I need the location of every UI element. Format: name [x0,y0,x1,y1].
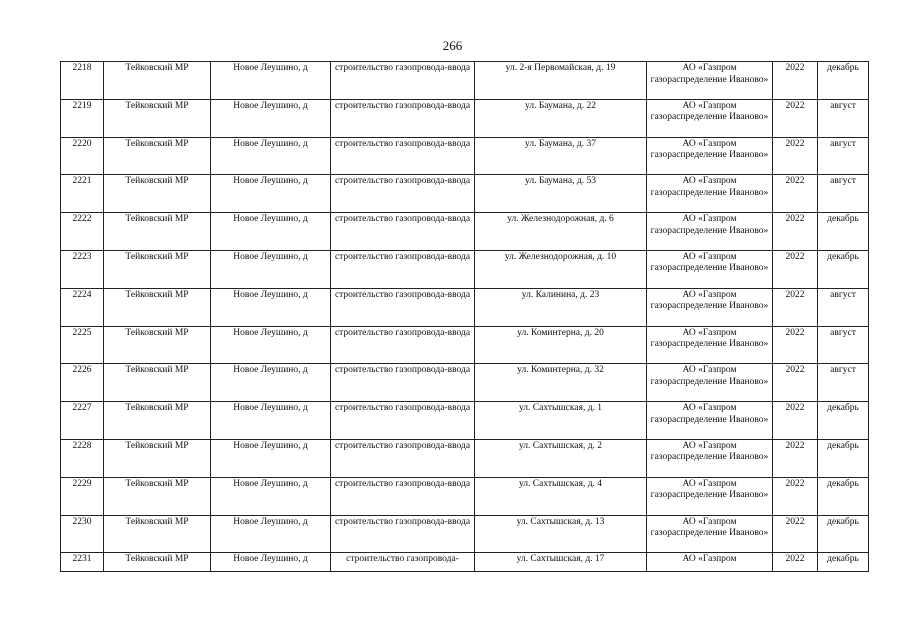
organization-cell: АО «Газпром газораспределение Иваново» [647,402,773,440]
table-row [61,326,869,364]
month-cell: декабрь [818,477,869,515]
work-type-cell: строительство газопровода-ввода [331,439,475,477]
settlement-cell: Новое Леушино, д [211,250,331,288]
district-cell: Тейковский МР [104,477,211,515]
work-type-cell: строительство газопровода-ввода [331,250,475,288]
row-number-cell: 2220 [61,137,104,175]
address-cell: ул. Сахтышская, д. 1 [475,402,647,440]
table-row [61,62,869,100]
row-number-cell: 2227 [61,402,104,440]
district-cell: Тейковский МР [104,326,211,364]
settlement-cell: Новое Леушино, д [211,364,331,402]
work-type-cell: строительство газопровода-ввода [331,515,475,553]
table-body [61,62,869,572]
settlement-cell: Новое Леушино, д [211,553,331,572]
work-type-cell: строительство газопровода-ввода [331,62,475,100]
year-cell: 2022 [773,553,818,572]
address-cell: ул. Железнодорожная, д. 6 [475,213,647,251]
row-number-cell: 2224 [61,288,104,326]
row-number-cell: 2226 [61,364,104,402]
organization-cell: АО «Газпром газораспределение Иваново» [647,137,773,175]
month-cell: декабрь [818,439,869,477]
address-cell: ул. Сахтышская, д. 4 [475,477,647,515]
row-number-cell: 2222 [61,213,104,251]
table-row [61,288,869,326]
year-cell: 2022 [773,250,818,288]
address-cell: ул. Баумана, д. 37 [475,137,647,175]
year-cell: 2022 [773,62,818,100]
month-cell: декабрь [818,553,869,572]
address-cell: ул. Баумана, д. 22 [475,99,647,137]
settlement-cell: Новое Леушино, д [211,439,331,477]
district-cell: Тейковский МР [104,553,211,572]
district-cell: Тейковский МР [104,515,211,553]
month-cell: август [818,175,869,213]
settlement-cell: Новое Леушино, д [211,402,331,440]
district-cell: Тейковский МР [104,364,211,402]
work-type-cell: строительство газопровода-ввода [331,477,475,515]
year-cell: 2022 [773,364,818,402]
table-row [61,477,869,515]
address-cell: ул. Баумана, д. 53 [475,175,647,213]
year-cell: 2022 [773,326,818,364]
settlement-cell: Новое Леушино, д [211,326,331,364]
district-cell: Тейковский МР [104,402,211,440]
organization-cell: АО «Газпром газораспределение Иваново» [647,99,773,137]
district-cell: Тейковский МР [104,62,211,100]
year-cell: 2022 [773,515,818,553]
work-type-cell: строительство газопровода-ввода [331,402,475,440]
table-row [61,99,869,137]
settlement-cell: Новое Леушино, д [211,137,331,175]
month-cell: август [818,326,869,364]
address-cell: ул. Сахтышская, д. 13 [475,515,647,553]
organization-cell: АО «Газпром газораспределение Иваново» [647,175,773,213]
row-number-cell: 2218 [61,62,104,100]
row-number-cell: 2228 [61,439,104,477]
organization-cell: АО «Газпром газораспределение Иваново» [647,515,773,553]
year-cell: 2022 [773,175,818,213]
year-cell: 2022 [773,477,818,515]
year-cell: 2022 [773,439,818,477]
month-cell: август [818,288,869,326]
address-cell: ул. Коминтерна, д. 20 [475,326,647,364]
table-row [61,250,869,288]
year-cell: 2022 [773,402,818,440]
settlement-cell: Новое Леушино, д [211,288,331,326]
year-cell: 2022 [773,288,818,326]
district-cell: Тейковский МР [104,137,211,175]
organization-cell: АО «Газпром газораспределение Иваново» [647,439,773,477]
work-type-cell: строительство газопровода-ввода [331,175,475,213]
month-cell: декабрь [818,402,869,440]
address-cell: ул. Калинина, д. 23 [475,288,647,326]
organization-cell: АО «Газпром газораспределение Иваново» [647,62,773,100]
organization-cell: АО «Газпром газораспределение Иваново» [647,364,773,402]
table-row [61,439,869,477]
address-cell: ул. Сахтышская, д. 2 [475,439,647,477]
work-type-cell: строительство газопровода-ввода [331,213,475,251]
work-type-cell: строительство газопровода-ввода [331,137,475,175]
address-cell: ул. Железнодорожная, д. 10 [475,250,647,288]
table-row [61,137,869,175]
organization-cell: АО «Газпром газораспределение Иваново» [647,288,773,326]
district-cell: Тейковский МР [104,250,211,288]
work-type-cell: строительство газопровода- [331,553,475,572]
address-cell: ул. 2-я Первомайская, д. 19 [475,62,647,100]
organization-cell: АО «Газпром газораспределение Иваново» [647,213,773,251]
row-number-cell: 2223 [61,250,104,288]
organization-cell: АО «Газпром [647,553,773,572]
work-type-cell: строительство газопровода-ввода [331,99,475,137]
district-cell: Тейковский МР [104,439,211,477]
district-cell: Тейковский МР [104,99,211,137]
address-cell: ул. Коминтерна, д. 32 [475,364,647,402]
month-cell: декабрь [818,250,869,288]
month-cell: декабрь [818,213,869,251]
month-cell: август [818,137,869,175]
work-type-cell: строительство газопровода-ввода [331,288,475,326]
page-number: 266 [442,38,463,53]
year-cell: 2022 [773,99,818,137]
district-cell: Тейковский МР [104,213,211,251]
month-cell: август [818,364,869,402]
organization-cell: АО «Газпром газораспределение Иваново» [647,250,773,288]
settlement-cell: Новое Леушино, д [211,213,331,251]
district-cell: Тейковский МР [104,288,211,326]
table-row [61,213,869,251]
table-row [61,364,869,402]
year-cell: 2022 [773,213,818,251]
month-cell: декабрь [818,515,869,553]
row-number-cell: 2219 [61,99,104,137]
row-number-cell: 2231 [61,553,104,572]
table-row [61,553,869,572]
address-cell: ул. Сахтышская, д. 17 [475,553,647,572]
settlement-cell: Новое Леушино, д [211,515,331,553]
organization-cell: АО «Газпром газораспределение Иваново» [647,477,773,515]
row-number-cell: 2230 [61,515,104,553]
row-number-cell: 2225 [61,326,104,364]
table-row [61,402,869,440]
table-row [61,175,869,213]
settlement-cell: Новое Леушино, д [211,477,331,515]
row-number-cell: 2229 [61,477,104,515]
organization-cell: АО «Газпром газораспределение Иваново» [647,326,773,364]
table-row [61,515,869,553]
row-number-cell: 2221 [61,175,104,213]
settlement-cell: Новое Леушино, д [211,99,331,137]
district-cell: Тейковский МР [104,175,211,213]
gasification-schedule-table [60,61,869,572]
settlement-cell: Новое Леушино, д [211,175,331,213]
month-cell: август [818,99,869,137]
year-cell: 2022 [773,137,818,175]
work-type-cell: строительство газопровода-ввода [331,364,475,402]
work-type-cell: строительство газопровода-ввода [331,326,475,364]
month-cell: декабрь [818,62,869,100]
settlement-cell: Новое Леушино, д [211,62,331,100]
